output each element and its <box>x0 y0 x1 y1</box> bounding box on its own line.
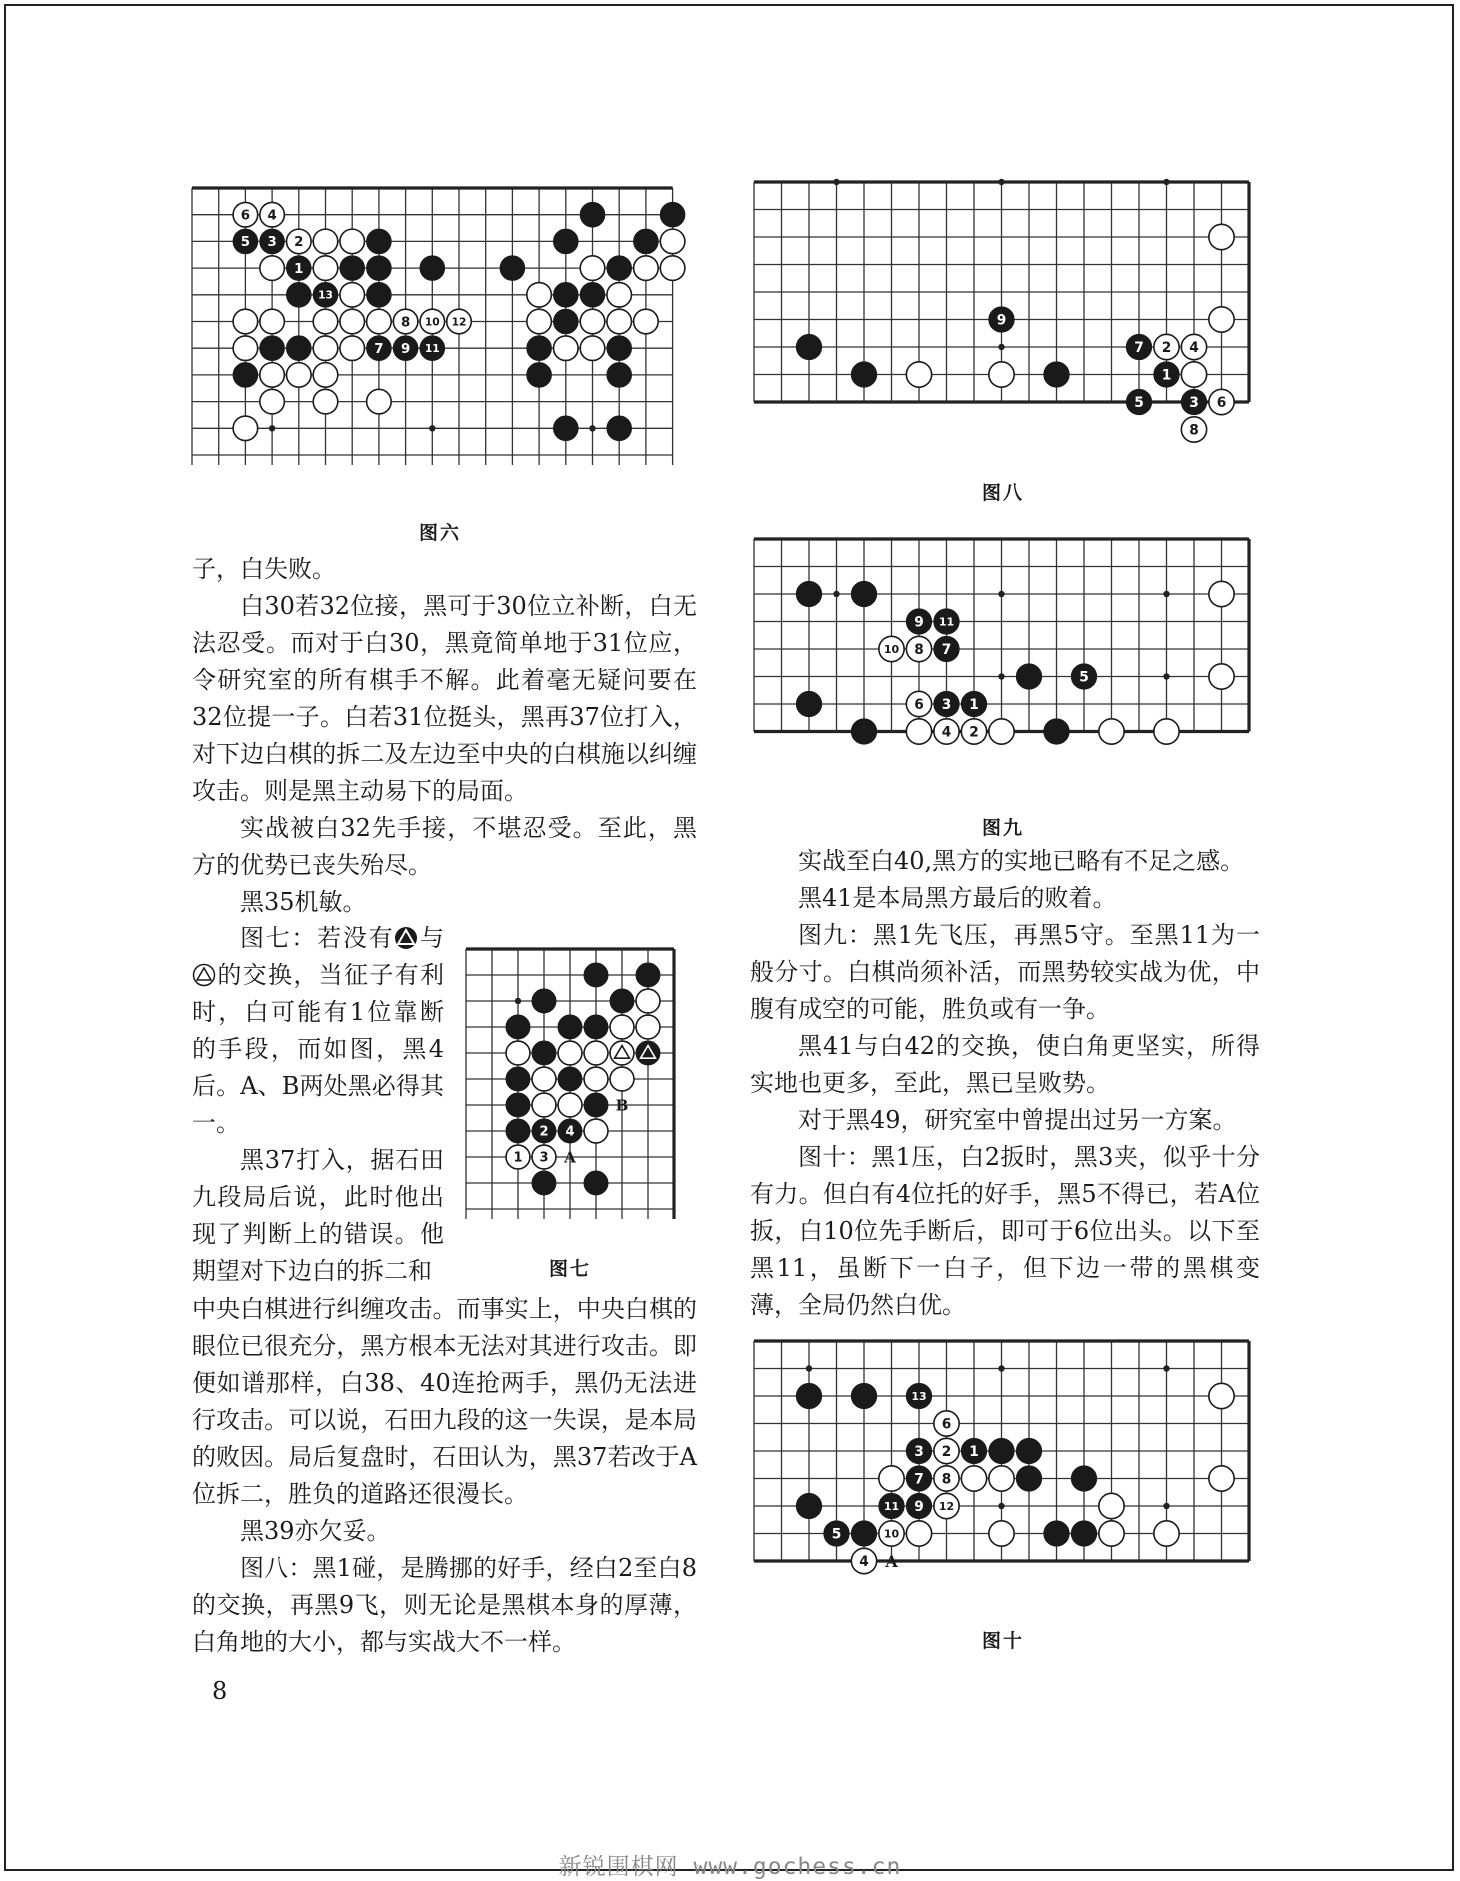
black-stone <box>367 256 392 281</box>
move-number: 8 <box>400 315 411 331</box>
paragraph: 图九：黑1先飞压，再黑5守。至黑11为一般分寸。白棋尚须补活，而黑势较实战为优，中腹有成空的可能，胜负或有一争。 <box>750 921 1260 1023</box>
go-board-figure-9 <box>750 533 1260 768</box>
star-point <box>806 1365 812 1371</box>
paragraph <box>192 920 444 1142</box>
board-grid <box>754 539 1249 732</box>
move-number: 7 <box>914 1471 924 1488</box>
white-stone <box>636 989 660 1013</box>
move-number: 10 <box>424 315 440 329</box>
black-stone <box>532 1041 556 1065</box>
white-stone <box>1209 664 1234 689</box>
white-stone <box>660 256 685 281</box>
star-point <box>998 344 1004 350</box>
left-column-top <box>192 551 697 921</box>
black-stone <box>554 416 579 441</box>
white-triangle-stone-icon <box>192 963 216 987</box>
paragraph: 黑41与白42的交换，使白角更坚实，所得实地也更多，至此，黑已呈败势。 <box>750 1032 1260 1097</box>
star-point <box>833 591 839 597</box>
go-board-figure-7 <box>462 943 698 1228</box>
white-stone <box>287 363 312 388</box>
black-stone <box>506 1015 530 1039</box>
black-stone <box>260 336 285 361</box>
black-stone <box>500 256 525 281</box>
black-stone <box>1044 1521 1069 1546</box>
black-stone <box>554 309 579 334</box>
white-stone <box>506 1041 530 1065</box>
black-stone <box>796 691 821 716</box>
move-number: 2 <box>294 235 304 251</box>
black-stone <box>580 202 605 227</box>
white-stone <box>660 229 685 254</box>
white-stone <box>989 362 1014 387</box>
white-stone <box>527 309 552 334</box>
move-number: 5 <box>240 235 251 251</box>
paragraph: 图八：黑1碰，是腾挪的好手，经白2至白8的交换，再黑9飞，则无论是黑棋本身的厚薄，白角地的大小，都与实战大不一样。 <box>192 1554 697 1656</box>
paragraph: 实战被白32先手接，不堪忍受。至此，黑方的优势已丧失殆尽。 <box>192 814 697 879</box>
white-stone <box>260 389 285 414</box>
white-stone <box>989 1466 1014 1491</box>
black-stone <box>796 1383 821 1408</box>
star-point <box>589 425 595 431</box>
star-point <box>998 1365 1004 1371</box>
black-stone <box>527 363 552 388</box>
move-number: 4 <box>1189 339 1199 356</box>
black-stone <box>851 1383 876 1408</box>
black-stone <box>989 1438 1014 1463</box>
white-stone <box>610 1067 634 1091</box>
white-stone <box>879 1466 904 1491</box>
white-stone <box>584 1119 608 1143</box>
move-number: 10 <box>883 642 900 656</box>
star-point <box>998 179 1004 185</box>
move-number: 3 <box>941 696 952 713</box>
star-point <box>429 425 435 431</box>
move-number: 2 <box>941 1443 952 1460</box>
move-number: 1 <box>513 1150 523 1166</box>
paragraph: 图十：黑1压，白2扳时，黑3夹，似乎十分有力。但白有4位托的好手，黑5不得已，若A位扳，白10位先手断后，即可于6位出头。以下至黑11，虽断下一白子，但下边一带的黑棋变薄，全局仍然白优。 <box>750 1143 1260 1319</box>
white-stone <box>233 416 258 441</box>
white-stone <box>313 229 338 254</box>
white-stone <box>584 1067 608 1091</box>
figure-9-caption: 图九 <box>981 817 1024 839</box>
white-stone <box>532 1067 556 1091</box>
white-stone <box>554 336 579 361</box>
white-stone <box>233 309 258 334</box>
black-stone <box>1071 1521 1096 1546</box>
paragraph: 实战至白40,黑方的实地已略有不足之感。 <box>798 847 1245 875</box>
left-column-bottom <box>192 1291 697 1661</box>
right-column-middle <box>750 843 1260 1324</box>
move-number: 6 <box>240 208 251 224</box>
black-stone <box>636 963 660 987</box>
paragraph: 黑37打入，据石田九段局后说，此时他出现了判断上的错误。他期望对下边白的拆二和 <box>192 1146 444 1285</box>
black-stone <box>420 256 445 281</box>
white-stone <box>340 283 365 308</box>
black-stone <box>554 283 579 308</box>
white-stone <box>527 283 552 308</box>
black-stone <box>1016 1438 1041 1463</box>
white-stone <box>313 389 338 414</box>
black-stone <box>1044 719 1069 744</box>
move-number: 12 <box>938 1499 955 1513</box>
black-stone <box>580 283 605 308</box>
white-stone <box>1099 1493 1124 1518</box>
black-stone <box>584 1093 608 1117</box>
paragraph: 黑39亦欠妥。 <box>240 1517 391 1545</box>
move-number: 3 <box>267 235 277 251</box>
black-stone <box>607 416 632 441</box>
white-stone <box>906 719 931 744</box>
move-number: 7 <box>1134 339 1144 356</box>
black-stone <box>851 362 876 387</box>
white-stone <box>532 1093 556 1117</box>
black-stone <box>796 581 821 606</box>
footer-watermark: 新锐围棋网 www.gochess.cn <box>558 1854 902 1880</box>
black-stone <box>634 229 659 254</box>
move-number: 1 <box>969 1443 979 1460</box>
move-number: 6 <box>914 696 924 713</box>
move-number: 4 <box>859 1553 869 1570</box>
black-stone <box>287 283 312 308</box>
move-number: 5 <box>1134 394 1144 411</box>
paragraph: 白30若32位接，黑可于30位立补断，白无法忍受。而对于白30，黑竟简单地于31位应，令研究室的所有棋手不解。此着毫无疑问要在32位提一子。白若31位挺头，黑再37位打入，对下边白棋的拆二及左边至中央的白棋施以纠缠攻击。则是黑主动易下的局面。 <box>192 592 697 805</box>
go-board-figure-10 <box>750 1335 1260 1603</box>
star-point <box>833 179 839 185</box>
white-stone <box>313 309 338 334</box>
move-number: 6 <box>941 1416 952 1433</box>
figure-7-caption: 图七 <box>548 1258 591 1280</box>
star-point <box>998 1503 1004 1509</box>
move-number: 10 <box>883 1527 900 1541</box>
white-stone <box>906 1521 931 1546</box>
black-stone <box>607 363 632 388</box>
black-stone <box>584 963 608 987</box>
black-stone <box>1044 362 1069 387</box>
black-stone <box>554 229 579 254</box>
white-stone <box>313 363 338 388</box>
white-stone <box>1209 1383 1234 1408</box>
black-stone <box>851 1521 876 1546</box>
move-number: 13 <box>911 1389 927 1403</box>
move-number: 13 <box>318 288 333 302</box>
white-stone <box>340 309 365 334</box>
move-number: 9 <box>914 1498 924 1515</box>
white-stone <box>580 256 605 281</box>
move-number: 5 <box>831 1526 842 1543</box>
star-point <box>1163 1503 1169 1509</box>
figure-8-caption: 图八 <box>981 482 1024 504</box>
move-number: 2 <box>969 724 979 741</box>
move-number: 1 <box>294 261 304 277</box>
white-stone <box>1209 1466 1234 1491</box>
white-stone <box>340 336 365 361</box>
white-stone <box>260 256 285 281</box>
paragraph: 黑35机敏。 <box>240 888 367 916</box>
move-number: 11 <box>938 615 955 629</box>
white-stone <box>580 309 605 334</box>
white-stone <box>1154 1521 1179 1546</box>
white-stone <box>580 336 605 361</box>
black-stone <box>584 1171 608 1195</box>
move-number: 9 <box>400 342 411 358</box>
white-stone <box>1209 224 1234 249</box>
star-point <box>515 998 521 1004</box>
go-board-figure-6 <box>186 182 696 504</box>
black-stone <box>1016 1466 1041 1491</box>
figure-10-caption: 图十 <box>981 1630 1024 1652</box>
move-number: 1 <box>1161 367 1172 384</box>
move-number: 4 <box>941 724 952 741</box>
white-stone <box>906 362 931 387</box>
left-column-wrap <box>192 920 444 1290</box>
move-number: 8 <box>941 1471 952 1488</box>
white-stone <box>607 283 632 308</box>
white-stone <box>260 309 285 334</box>
white-stone <box>1209 581 1234 606</box>
move-number: 7 <box>941 641 952 658</box>
white-stone <box>989 719 1014 744</box>
black-stone <box>796 1493 821 1518</box>
move-number: 7 <box>374 342 384 358</box>
black-stone <box>607 256 632 281</box>
star-point <box>1163 673 1169 679</box>
black-stone <box>851 581 876 606</box>
paragraph: 对于黑49，研究室中曾提出过另一方案。 <box>798 1106 1237 1134</box>
white-stone <box>260 363 285 388</box>
move-number: 11 <box>883 1499 900 1513</box>
move-number: 2 <box>539 1124 549 1140</box>
white-stone <box>1099 719 1124 744</box>
black-stone <box>660 202 685 227</box>
black-stone <box>796 334 821 359</box>
white-stone <box>558 1041 582 1065</box>
black-stone <box>340 256 365 281</box>
white-stone <box>313 336 338 361</box>
white-stone <box>233 336 258 361</box>
white-stone <box>584 1041 608 1065</box>
paragraph: 中央白棋进行纠缠攻击。而事实上，中央白棋的眼位已很充分，黑方根本无法对其进行攻击。即便如谱那样，白38、40连抢两手，黑仍无法进行攻击。可以说，石田九段的这一失误，是本局的败因。局后复盘时，石田认为，黑37若改于A位拆二，胜负的道路还很漫长。 <box>192 1295 697 1508</box>
white-stone <box>340 229 365 254</box>
move-number: 3 <box>914 1443 924 1460</box>
white-stone <box>636 1015 660 1039</box>
move-number: 4 <box>565 1124 575 1140</box>
white-stone <box>367 309 392 334</box>
white-stone <box>558 1093 582 1117</box>
white-stone <box>1209 307 1234 332</box>
figure-6-caption: 图六 <box>418 522 461 544</box>
white-stone <box>1181 362 1206 387</box>
move-number: 1 <box>969 696 979 713</box>
white-stone <box>313 256 338 281</box>
black-stone <box>506 1067 530 1091</box>
black-stone <box>532 989 556 1013</box>
black-stone <box>1016 664 1041 689</box>
paragraph: 子，白失败。 <box>192 555 336 583</box>
star-point <box>998 591 1004 597</box>
star-point <box>998 673 1004 679</box>
move-number: 3 <box>1189 394 1199 411</box>
black-stone <box>610 989 634 1013</box>
move-number: 8 <box>914 641 924 658</box>
black-stone <box>584 1015 608 1039</box>
star-point <box>1163 1365 1169 1371</box>
move-number: 3 <box>539 1150 549 1166</box>
black-stone <box>558 1067 582 1091</box>
black-stone <box>851 719 876 744</box>
black-stone <box>367 229 392 254</box>
point-letter: B <box>615 1096 629 1115</box>
black-stone <box>506 1119 530 1143</box>
point-letter: A <box>564 1148 576 1167</box>
black-stone <box>532 1171 556 1195</box>
move-number: 9 <box>996 312 1007 329</box>
white-stone <box>1154 719 1179 744</box>
point-letter: A <box>885 1552 898 1572</box>
go-board-figure-8 <box>750 176 1260 461</box>
move-number: 9 <box>914 614 924 631</box>
star-point <box>1163 179 1169 185</box>
star-point <box>269 425 275 431</box>
white-stone <box>610 1015 634 1039</box>
white-stone <box>367 389 392 414</box>
black-stone <box>558 1015 582 1039</box>
white-stone <box>961 1466 986 1491</box>
move-number: 8 <box>1189 422 1199 439</box>
fig7-explanation-text: 的交换，当征子有利时，白可能有1位靠断的手段，而如图，黑4后。A、B两处黑必得其一。 <box>192 961 444 1137</box>
move-number: 11 <box>424 342 440 356</box>
black-stone <box>506 1093 530 1117</box>
black-stone <box>287 336 312 361</box>
black-triangle-stone-icon <box>394 926 418 950</box>
move-number: 5 <box>1079 669 1089 686</box>
white-stone <box>634 256 659 281</box>
page-number: 8 <box>212 1677 228 1705</box>
move-number: 2 <box>1161 339 1172 356</box>
white-stone <box>1099 1521 1124 1546</box>
fig7-and-text: 与 <box>418 924 445 952</box>
black-stone <box>233 363 258 388</box>
star-point <box>1163 591 1169 597</box>
white-stone <box>634 309 659 334</box>
white-stone <box>989 1521 1014 1546</box>
black-stone <box>367 283 392 308</box>
move-number: 4 <box>267 208 277 224</box>
white-stone <box>607 309 632 334</box>
fig7-intro-text: 图七：若没有 <box>240 924 395 952</box>
move-number: 6 <box>1216 394 1227 411</box>
black-stone <box>527 336 552 361</box>
paragraph: 黑41是本局黑方最后的败着。 <box>798 884 1117 912</box>
black-stone <box>607 336 632 361</box>
black-stone <box>1071 1466 1096 1491</box>
move-number: 12 <box>451 315 467 329</box>
